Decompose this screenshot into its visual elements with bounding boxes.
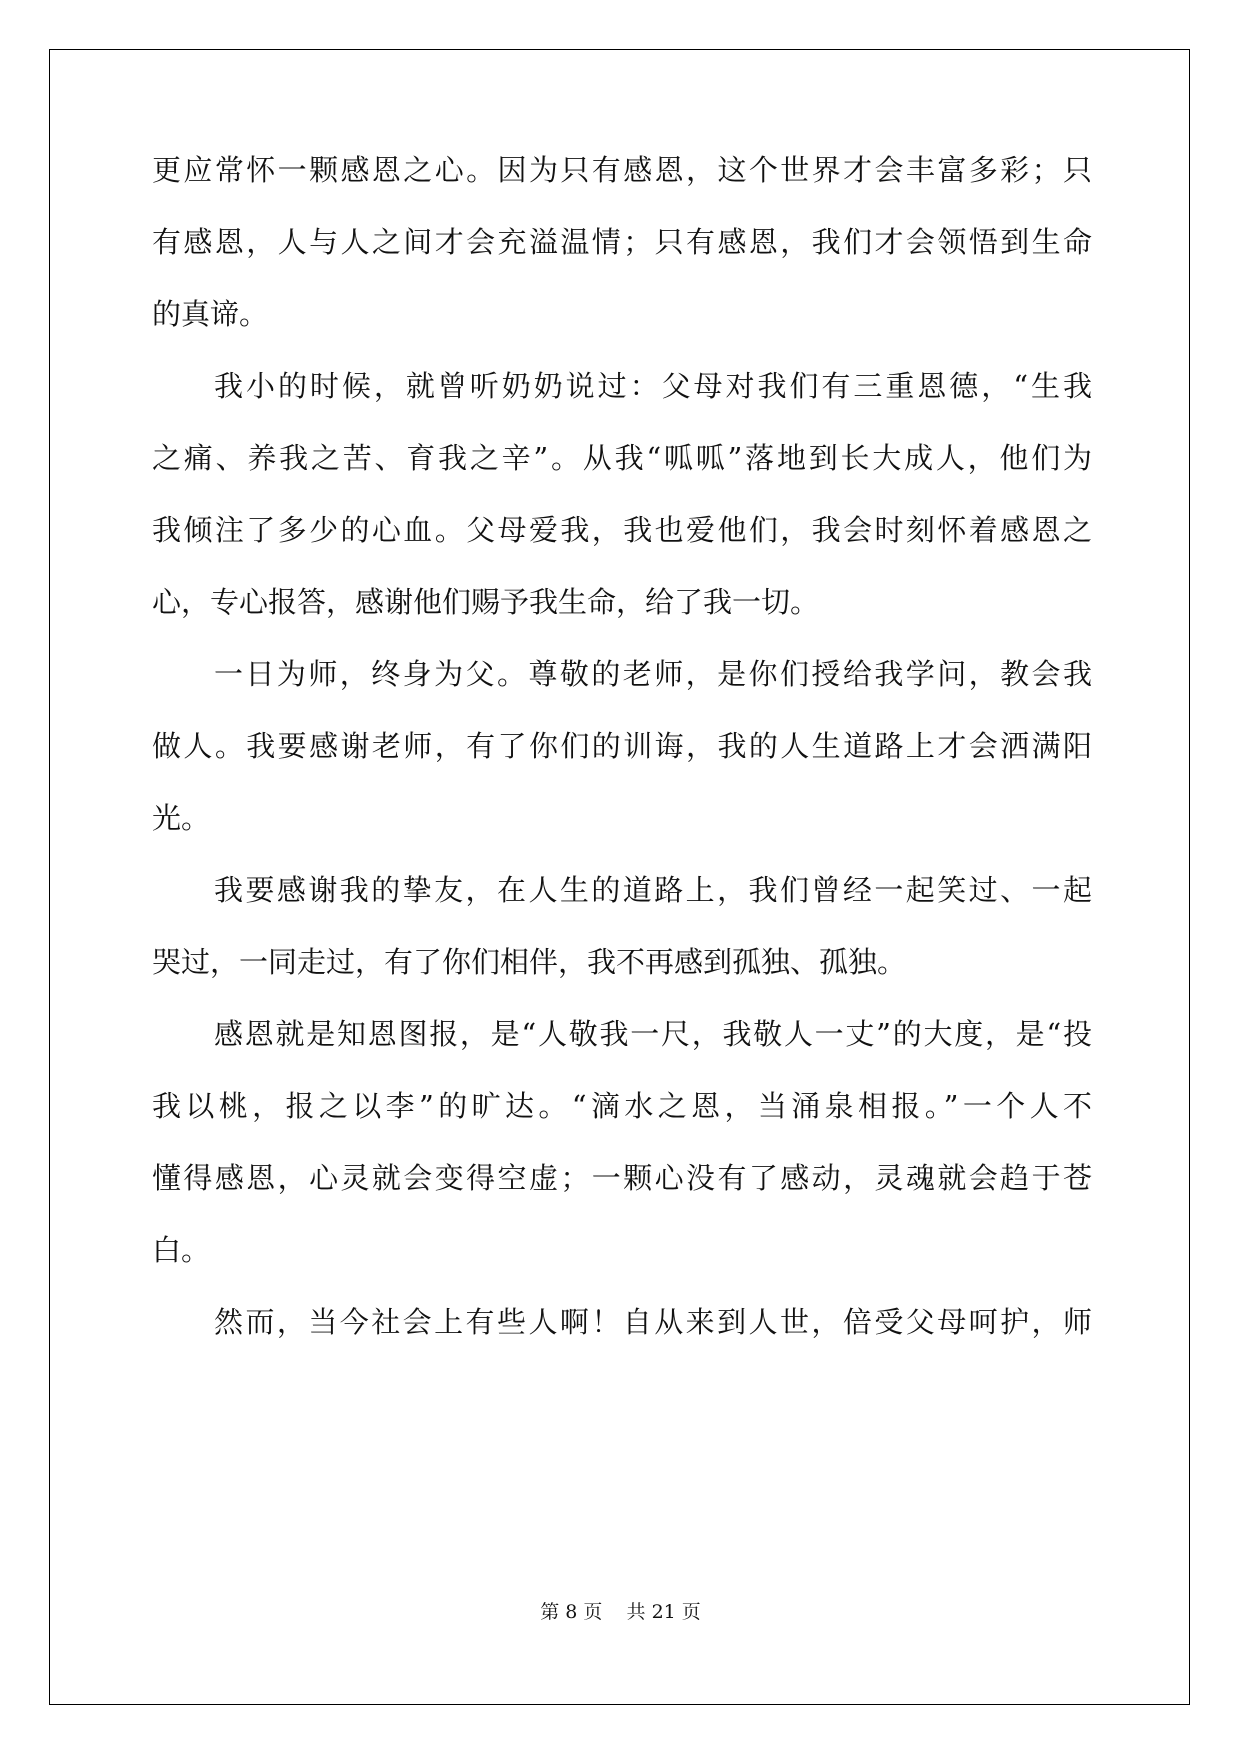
paragraph-3-line-2: 做人。我要感谢老师，有了你们的训诲，我的人生道路上才会洒满阳 [152, 729, 1092, 763]
paragraph-2-line-2: 之痛、养我之苦、育我之辛”。从我“呱呱”落地到长大成人，他们为 [152, 441, 1092, 475]
paragraph-2-line-1: 我小的时候，就曾听奶奶说过：父母对我们有三重恩德，“生我 [214, 369, 1092, 403]
paragraph-3-line-3: 光。 [152, 801, 211, 835]
paragraph-5-line-1: 感恩就是知恩图报，是“人敬我一尺，我敬人一丈”的大度，是“投 [214, 1017, 1092, 1051]
paragraph-6-line-1: 然而，当今社会上有些人啊！自从来到人世，倍受父母呵护，师 [214, 1305, 1092, 1339]
paragraph-4-line-2: 哭过，一同走过，有了你们相伴，我不再感到孤独、孤独。 [152, 945, 907, 979]
page-number-footer: 第 8 页 共 21 页 [540, 1601, 701, 1623]
paragraph-1-line-2: 有感恩，人与人之间才会充溢温情；只有感恩，我们才会领悟到生命 [152, 225, 1092, 259]
paragraph-5-line-2: 我以桃，报之以李”的旷达。“滴水之恩，当涌泉相报。”一个人不 [152, 1089, 1092, 1123]
paragraph-5-line-4: 白。 [152, 1233, 211, 1267]
paragraph-2-line-4: 心，专心报答，感谢他们赐予我生命，给了我一切。 [152, 585, 820, 619]
paragraph-1-line-3: 的真谛。 [152, 297, 269, 331]
paragraph-4-line-1: 我要感谢我的挚友，在人生的道路上，我们曾经一起笑过、一起 [214, 873, 1092, 907]
paragraph-2-line-3: 我倾注了多少的心血。父母爱我，我也爱他们，我会时刻怀着感恩之 [152, 513, 1092, 547]
paragraph-3-line-1: 一日为师，终身为父。尊敬的老师，是你们授给我学问，教会我 [214, 657, 1092, 691]
paragraph-5-line-3: 懂得感恩，心灵就会变得空虚；一颗心没有了感动，灵魂就会趋于苍 [152, 1161, 1092, 1195]
paragraph-1-line-1: 更应常怀一颗感恩之心。因为只有感恩，这个世界才会丰富多彩；只 [152, 153, 1092, 187]
